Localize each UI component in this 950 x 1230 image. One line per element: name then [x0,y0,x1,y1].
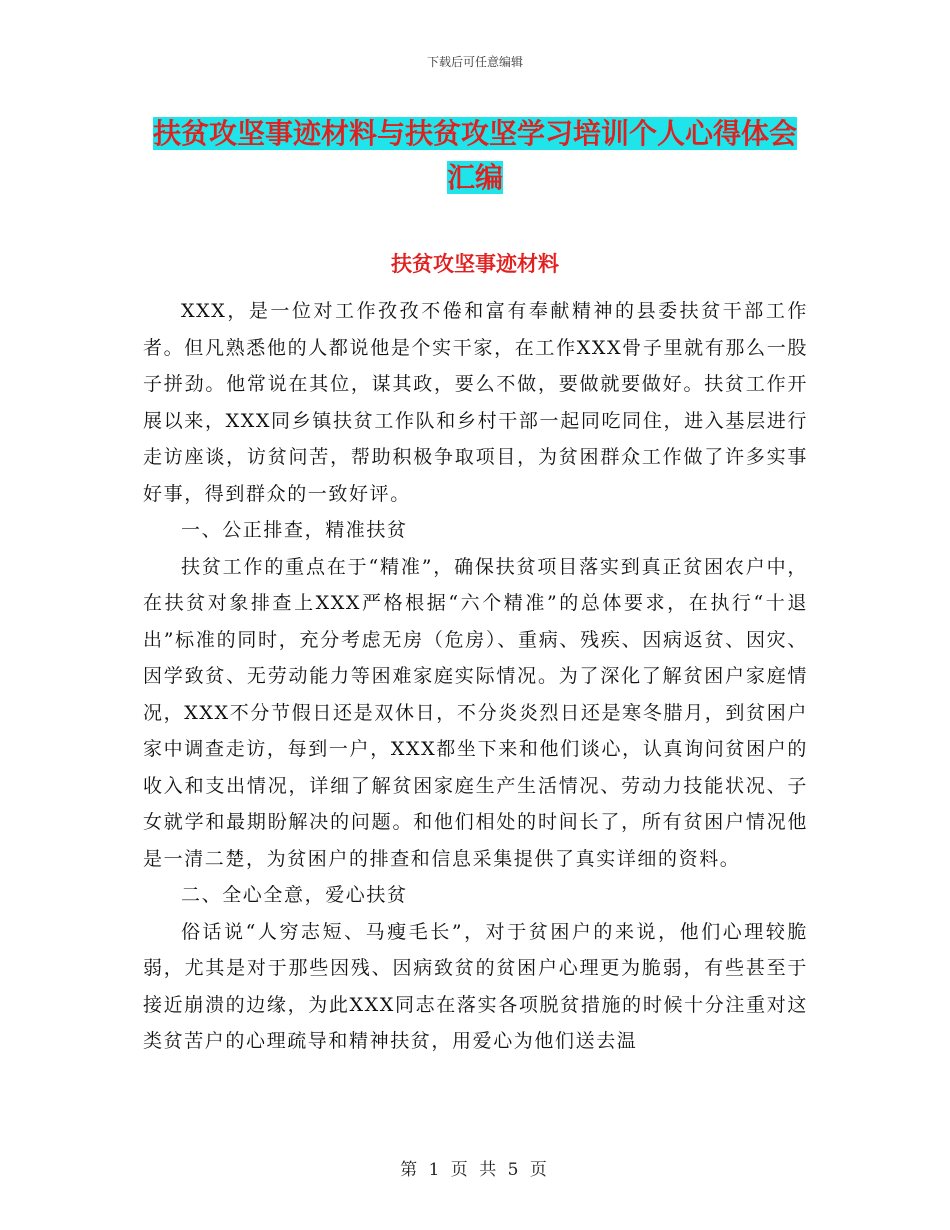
heading-wholehearted: 二、全心全意，爱心扶贫 [181,884,408,906]
header-note: 下载后可任意编辑 [426,55,523,69]
section-title: 扶贫攻坚事迹材料 [391,252,559,276]
document-title-text: 扶贫攻坚事迹材料与扶贫攻坚学习培训个人心得体会汇编 [152,117,797,194]
document-body [143,293,808,1060]
paragraph-wholehearted: 俗话说“人穷志短、马瘦毛长”，对于贫困户的来说，他们心理较脆弱，尤其是对于那些因残、因病致贫的贫困户心理更为脆弱，有些甚至于接近崩溃的边缘，为此XXX同志在落实各项脱贫措施的时候十分注重对这类贫苦户的心理疏导和精神扶贫，用爱心为他们送去温 [143,920,808,1052]
paragraph-fair-screening: 扶贫工作的重点在于“精准”，确保扶贫项目落实到真正贫困农户中，在扶贫对象排查上XXX严格根据“六个精准”的总体要求，在执行“十退出”标准的同时，充分考虑无房（危房）、重病、残疾、因病返贫、因灾、因学致贫、无劳动能力等困难家庭实际情况。为了深化了解贫困户家庭情况，XXX不分节假日还是双休日，不分炎炎烈日还是寒冬腊月，到贫困户家中调查走访，每到一户，XXX都坐下来和他们谈心，认真询问贫困户的收入和支出情况，详细了解贫困家庭生产生活情况、劳动力技能状况、子女就学和最期盼解决的问题。和他们相处的时间长了，所有贫困户情况他是一清二楚，为贫困户的排查和信息采集提供了真实详细的资料。 [143,555,808,870]
document-title [150,112,800,200]
heading-fair-screening: 一、公正排查，精准扶贫 [181,519,408,541]
paragraph-intro: XXX，是一位对工作孜孜不倦和富有奉献精神的县委扶贫干部工作者。但凡熟悉他的人都说他是个实干家，在工作XXX骨子里就有那么一股子拼劲。他常说在其位，谋其政，要么不做，要做就要做好。扶贫工作开展以来，XXX同乡镇扶贫工作队和乡村干部一起同吃同住，进入基层进行走访座谈，访贫问苦，帮助积极争取项目，为贫困群众工作做了许多实事好事，得到群众的一致好评。 [143,300,808,505]
page-footer: 第 1 页 共 5 页 [400,1160,550,1180]
